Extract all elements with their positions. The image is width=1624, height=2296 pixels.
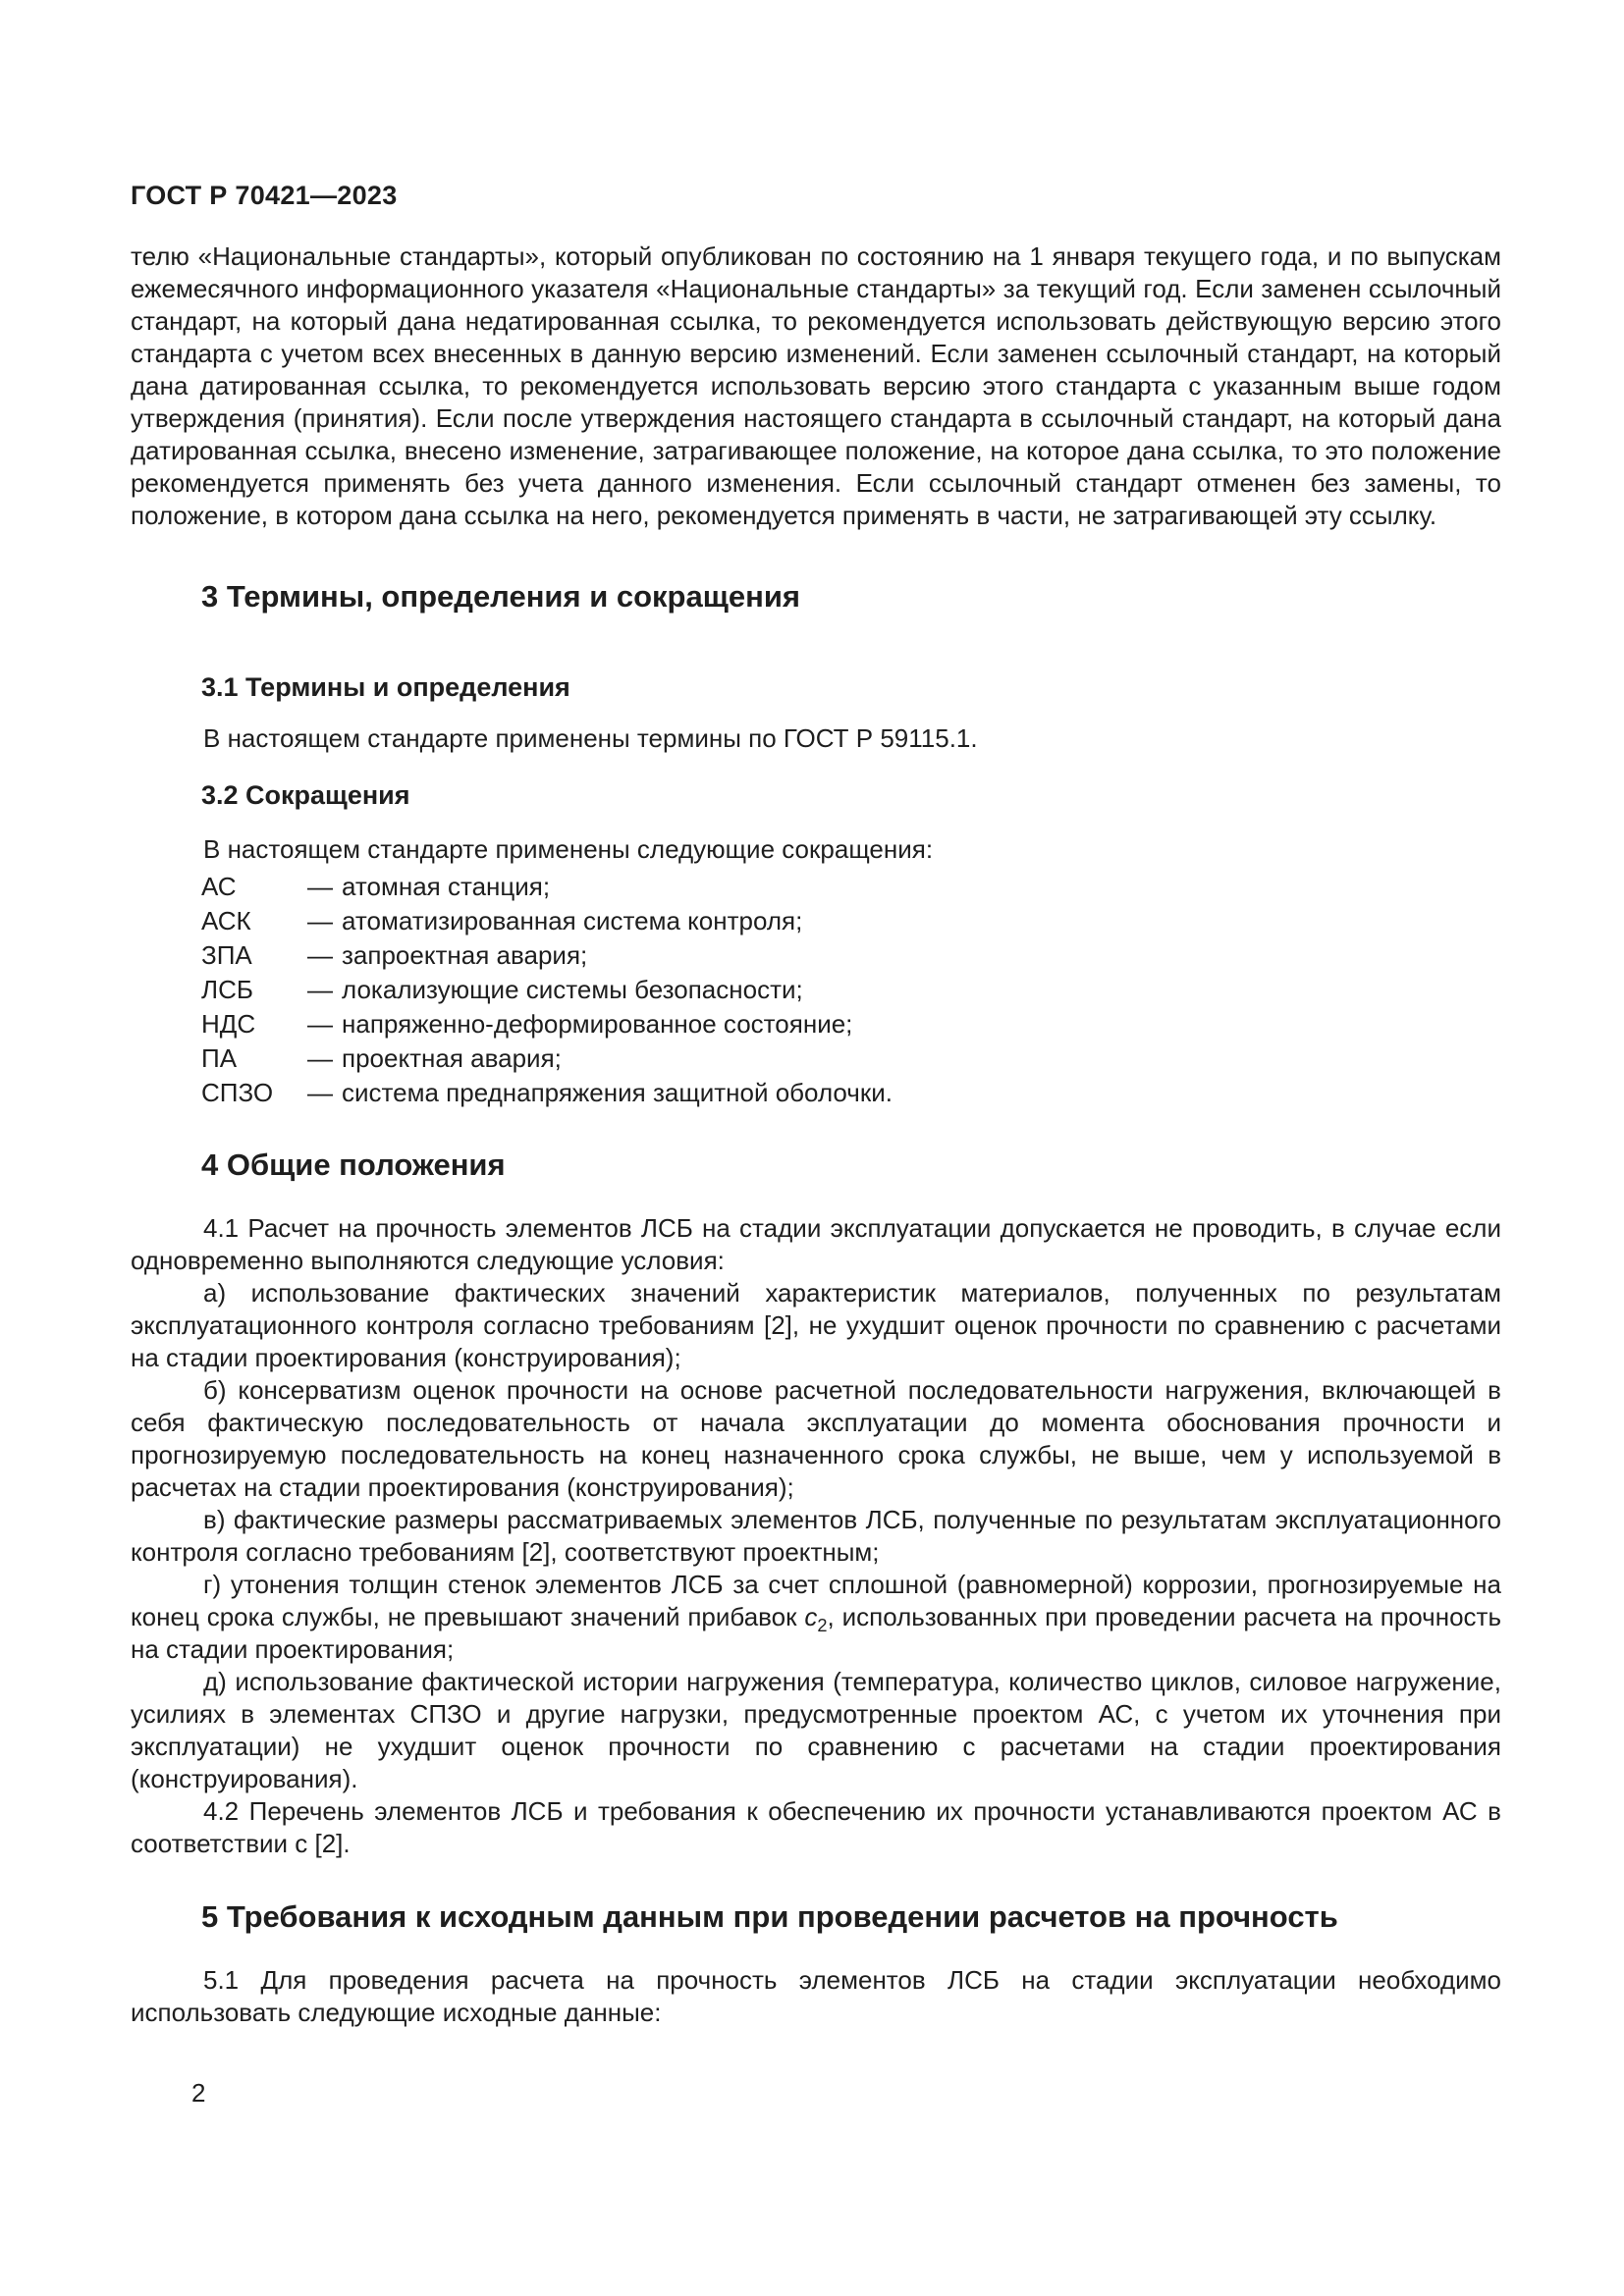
section-3-heading: 3 Термины, определения и сокращения xyxy=(201,579,800,614)
doc-code: ГОСТ Р 70421—2023 xyxy=(131,181,398,210)
abbr-dash: — xyxy=(307,1043,333,1073)
section-3-2-heading: 3.2 Сокращения xyxy=(201,780,410,810)
abbr-dash: — xyxy=(307,872,333,901)
abbr-row xyxy=(131,973,1501,1007)
abbr-term: ПА xyxy=(201,1043,238,1073)
abbr-definition: проектная авария; xyxy=(342,1043,562,1073)
abbr-row xyxy=(131,1041,1501,1076)
clause-4-2: 4.2 Перечень элементов ЛСБ и требования к обеспечению их прочности устанавливаются проектом АС в соответствии с [2]. xyxy=(131,1796,1501,1858)
abbr-term: СПЗО xyxy=(201,1078,274,1107)
intro-paragraph: телю «Национальные стандарты», который опубликован по состоянию на 1 января текущего года, и по выпускам ежемесячного информационного указателя «Национальные стандарты» за текущий год. Если заменен ссылочный стандарт, на который дана недатированная ссылка, то рекомендуется использовать действующую версию этого стандарта с учетом всех внесенных в данную версию изменений. Если заменен ссылочный стандарт, на который дана датированная ссылка, то рекомендуется использовать версию этого стандарта с указанным выше годом утверждения (принятия). Если после утверждения настоящего стандарта в ссылочный стандарт, на который дана датированная ссылка, внесено изменение, затрагивающее положение, на которое дана ссылка, то это положение рекомендуется применять без учета данного изменения. Если ссылочный стандарт отменен без замены, то положение, в котором дана ссылка на него, рекомендуется применять в части, не затрагивающей эту ссылку. xyxy=(131,241,1501,530)
corrosion-allowance-symbol: c xyxy=(804,1602,818,1631)
abbr-definition: атомная станция; xyxy=(342,872,551,901)
corrosion-allowance-subscript: 2 xyxy=(817,1616,828,1636)
abbr-row xyxy=(131,904,1501,938)
abbr-row xyxy=(131,938,1501,973)
abbr-term: НДС xyxy=(201,1009,256,1039)
clause-5-1: 5.1 Для проведения расчета на прочность элементов ЛСБ на стадии эксплуатации необходимо использовать следующие исходные данные: xyxy=(131,1965,1501,2027)
abbreviations-intro: В настоящем стандарте применены следующие сокращения: xyxy=(203,834,934,864)
abbr-dash: — xyxy=(307,940,333,970)
abbr-definition: система преднапряжения защитной оболочки. xyxy=(342,1078,893,1107)
abbr-row xyxy=(131,870,1501,904)
abbr-term: ЗПА xyxy=(201,940,252,970)
clause-4-1-item-d: д) использование фактической истории нагружения (температура, количество циклов, силовое нагружение, усилиях в элементах СПЗО и другие нагрузки, предусмотренные проектом АС, с учетом их уточнения при эксплуатации) не ухудшит оценок прочности по сравнению с расчетами на стадии проектирования (конструирования). xyxy=(131,1667,1501,1793)
abbr-definition: запроектная авария; xyxy=(342,940,588,970)
abbr-definition: локализующие системы безопасности; xyxy=(342,975,803,1004)
abbr-dash: — xyxy=(307,1078,333,1107)
section-4-heading: 4 Общие положения xyxy=(201,1148,506,1182)
document-page xyxy=(131,180,1501,2029)
clause-4-1-item-b: б) консерватизм оценок прочности на основе расчетной последовательности нагружения, включающей в себя фактическую последовательность от начала эксплуатации до момента обоснования прочности и прогнозируемую последовательность на конец назначенного срока службы, не выше, чем у используемой в расчетах на стадии проектирования (конструирования); xyxy=(131,1375,1501,1502)
section-3-1-paragraph: В настоящем стандарте применены термины по ГОСТ Р 59115.1. xyxy=(203,723,978,753)
clause-4-1-item-g-text-before: г) утонения толщин стенок элементов ЛСБ за счет сплошной (равномерной) коррозии, прогнозируемые на конец срока службы, не превышают значений прибавок xyxy=(131,1570,1501,1631)
abbr-definition: атоматизированная система контроля; xyxy=(342,906,803,935)
abbr-dash: — xyxy=(307,1009,333,1039)
abbr-term: АСК xyxy=(201,906,251,935)
abbr-term: ЛСБ xyxy=(201,975,253,1004)
clause-4-1-item-g-text-after: , использованных при проведении расчета на прочность на стадии проектирования; xyxy=(131,1602,1501,1664)
abbr-row xyxy=(131,1007,1501,1041)
abbr-term: АС xyxy=(201,872,237,901)
clause-4-1-item-v: в) фактические размеры рассматриваемых элементов ЛСБ, полученные по результатам эксплуатационного контроля согласно требованиям [2], соответствуют проектным; xyxy=(131,1505,1501,1567)
section-3-1-heading: 3.1 Термины и определения xyxy=(201,672,570,702)
page-number: 2 xyxy=(191,2078,206,2108)
clause-4-1-item-a: а) использование фактических значений характеристик материалов, полученных по результатам эксплуатационного контроля согласно требованиям [2], не ухудшит оценок прочности по сравнению с расчетами на стадии проектирования (конструирования); xyxy=(131,1278,1501,1372)
clause-4-1-item-g xyxy=(131,1569,1501,1666)
abbr-dash: — xyxy=(307,906,333,935)
section-5-heading: 5 Требования к исходным данным при проведении расчетов на прочность xyxy=(201,1899,1338,1934)
clause-4-1: 4.1 Расчет на прочность элементов ЛСБ на стадии эксплуатации допускается не проводить, в случае если одновременно выполняются следующие условия: xyxy=(131,1213,1501,1275)
abbr-definition: напряженно-деформированное состояние; xyxy=(342,1009,853,1039)
abbreviations-list xyxy=(131,870,1501,1110)
abbr-dash: — xyxy=(307,975,333,1004)
abbr-row xyxy=(131,1076,1501,1110)
